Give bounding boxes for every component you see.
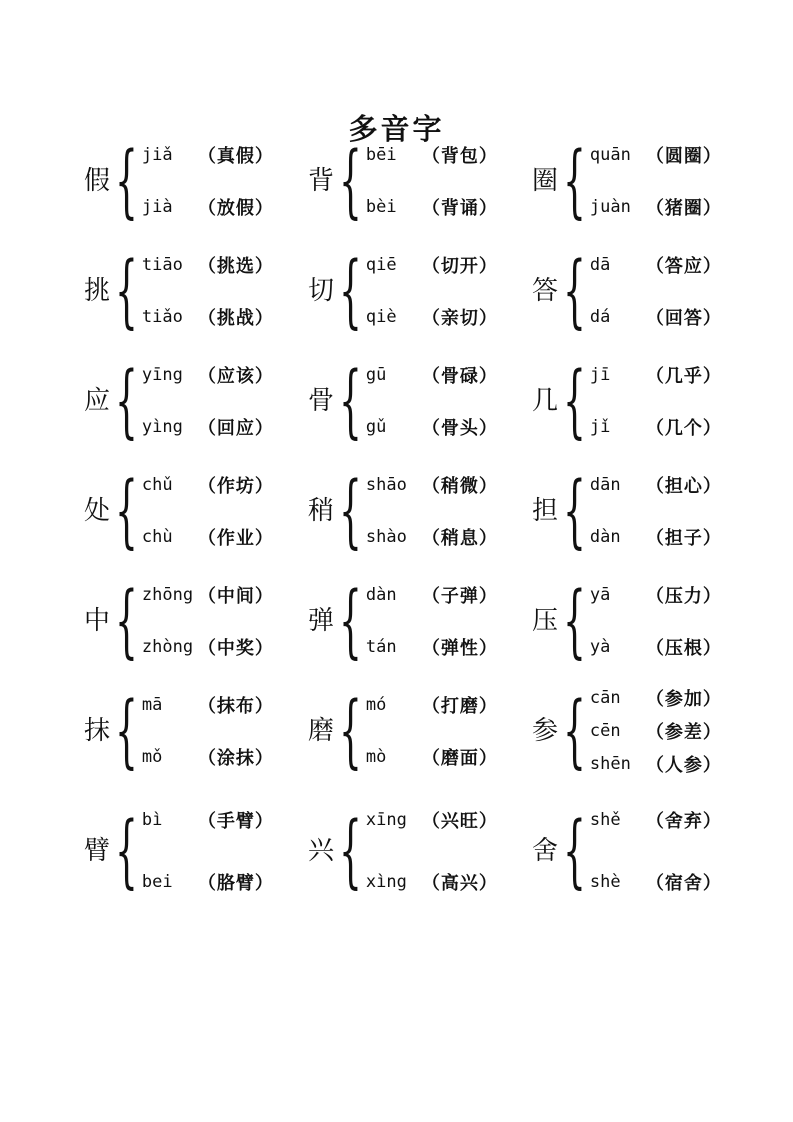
reading-row <box>142 473 274 497</box>
readings-group <box>590 583 722 659</box>
pinyin-text: gū <box>365 365 387 385</box>
reading-row <box>142 525 274 549</box>
head-character: 稍 <box>308 496 335 526</box>
reading-row <box>142 143 274 167</box>
reading-row <box>366 195 498 219</box>
pinyin-text: jiǎ <box>141 145 173 165</box>
pinyin-text: mā <box>141 695 163 715</box>
readings-group <box>590 473 722 549</box>
pinyin-text: zhōng <box>141 585 194 605</box>
example-word: （宿舍） <box>645 873 722 894</box>
reading-row <box>366 143 498 167</box>
polyphone-entry <box>84 346 308 456</box>
example-word: （应该） <box>197 366 274 387</box>
head-character: 臂 <box>84 836 111 866</box>
brace-icon: { <box>339 684 362 777</box>
example-word: （舍弃） <box>645 811 722 832</box>
reading-row <box>366 415 498 439</box>
pinyin-text: tiǎo <box>141 307 183 327</box>
brace-icon: { <box>115 804 138 897</box>
example-word: （子弹） <box>421 586 498 607</box>
pinyin-text: quān <box>589 145 631 165</box>
readings-group <box>366 808 498 894</box>
example-word: （圆圈） <box>645 146 722 167</box>
pinyin-text: jǐ <box>589 417 611 437</box>
head-character: 中 <box>84 606 111 636</box>
example-word: （人参） <box>645 755 722 776</box>
readings-group <box>366 143 498 219</box>
head-character: 压 <box>532 606 559 636</box>
brace-icon: { <box>339 354 362 447</box>
polyphone-entry <box>308 346 532 456</box>
example-word: （磨面） <box>421 748 498 769</box>
readings-group <box>366 693 498 769</box>
readings-group <box>142 363 274 439</box>
polyphone-entry <box>84 786 308 916</box>
example-word: （打磨） <box>421 696 498 717</box>
brace-icon: { <box>115 684 138 777</box>
example-word: （涂抹） <box>197 748 274 769</box>
example-word: （真假） <box>197 146 274 167</box>
reading-row <box>366 305 498 329</box>
example-word: （猪圈） <box>645 198 722 219</box>
reading-row <box>366 693 498 717</box>
example-word: （骨头） <box>421 418 498 439</box>
pinyin-text: jī <box>589 365 611 385</box>
readings-group <box>366 583 498 659</box>
reading-row <box>142 305 274 329</box>
reading-row <box>590 143 722 167</box>
example-word: （背包） <box>421 146 498 167</box>
brace-icon: { <box>563 574 586 667</box>
example-word: （压根） <box>645 638 722 659</box>
example-word: （挑选） <box>197 256 274 277</box>
pinyin-text: bei <box>141 872 173 892</box>
reading-row <box>590 870 722 894</box>
pinyin-text: gǔ <box>365 417 387 437</box>
pinyin-text: yà <box>589 637 611 657</box>
reading-row <box>366 473 498 497</box>
pinyin-text: bēi <box>365 145 397 165</box>
polyphone-entry <box>308 566 532 676</box>
brace-icon: { <box>115 464 138 557</box>
polyphone-entry <box>84 236 308 346</box>
example-word: （参加） <box>645 689 722 710</box>
readings-group <box>590 143 722 219</box>
readings-group <box>142 253 274 329</box>
head-character: 假 <box>84 166 111 196</box>
reading-row <box>142 870 274 894</box>
pinyin-text: shě <box>589 810 621 830</box>
example-word: （中奖） <box>197 638 274 659</box>
brace-icon: { <box>563 684 586 777</box>
polyphone-entry <box>532 346 756 456</box>
readings-group <box>142 143 274 219</box>
polyphone-entry <box>84 676 308 786</box>
head-character: 骨 <box>308 386 335 416</box>
pinyin-text: tiāo <box>141 255 183 275</box>
pinyin-text: dān <box>589 475 621 495</box>
example-word: （担子） <box>645 528 722 549</box>
pinyin-text: dàn <box>589 527 621 547</box>
reading-row <box>366 525 498 549</box>
example-word: （稍息） <box>421 528 498 549</box>
pinyin-text: bì <box>141 810 163 830</box>
pinyin-text: shào <box>365 527 407 547</box>
reading-row <box>142 635 274 659</box>
reading-row <box>366 583 498 607</box>
head-character: 弹 <box>308 606 335 636</box>
example-word: （几个） <box>645 418 722 439</box>
reading-row <box>366 870 498 894</box>
reading-row <box>590 635 722 659</box>
reading-row <box>366 363 498 387</box>
reading-row <box>142 693 274 717</box>
reading-row <box>590 363 722 387</box>
pinyin-text: mò <box>365 747 387 767</box>
reading-row <box>366 253 498 277</box>
reading-row <box>590 305 722 329</box>
readings-group <box>590 253 722 329</box>
brace-icon: { <box>115 244 138 337</box>
reading-row <box>366 808 498 832</box>
pinyin-text: dá <box>589 307 611 327</box>
entries-grid <box>84 126 756 916</box>
brace-icon: { <box>339 134 362 227</box>
pinyin-text: dā <box>589 255 611 275</box>
readings-group <box>590 808 722 894</box>
reading-row <box>142 583 274 607</box>
pinyin-text: dàn <box>365 585 397 605</box>
reading-row <box>366 635 498 659</box>
reading-row <box>142 363 274 387</box>
brace-icon: { <box>563 804 586 897</box>
brace-icon: { <box>339 574 362 667</box>
example-word: （放假） <box>197 198 274 219</box>
brace-icon: { <box>563 134 586 227</box>
polyphone-entry <box>532 676 756 786</box>
example-word: （回答） <box>645 308 722 329</box>
brace-icon: { <box>339 244 362 337</box>
page-title: 多音字 <box>348 112 445 147</box>
example-word: （作坊） <box>197 476 274 497</box>
polyphone-entry <box>308 126 532 236</box>
brace-icon: { <box>563 464 586 557</box>
pinyin-text: yīng <box>141 365 183 385</box>
head-character: 处 <box>84 496 111 526</box>
example-word: （手臂） <box>197 811 274 832</box>
reading-row <box>590 195 722 219</box>
example-word: （骨碌） <box>421 366 498 387</box>
brace-icon: { <box>339 804 362 897</box>
pinyin-text: shēn <box>589 754 631 774</box>
example-word: （弹性） <box>421 638 498 659</box>
pinyin-text: yā <box>589 585 611 605</box>
reading-row <box>142 415 274 439</box>
pinyin-text: bèi <box>365 197 397 217</box>
reading-row <box>142 745 274 769</box>
example-word: （高兴） <box>421 873 498 894</box>
polyphone-entry <box>308 676 532 786</box>
example-word: （背诵） <box>421 198 498 219</box>
head-character: 圈 <box>532 166 559 196</box>
example-word: （兴旺） <box>421 811 498 832</box>
reading-row <box>366 745 498 769</box>
pinyin-text: shāo <box>365 475 407 495</box>
pinyin-text: qiē <box>365 255 397 275</box>
readings-group <box>366 473 498 549</box>
pinyin-text: chǔ <box>141 475 173 495</box>
readings-group <box>142 473 274 549</box>
example-word: （回应） <box>197 418 274 439</box>
example-word: （亲切） <box>421 308 498 329</box>
readings-group <box>142 583 274 659</box>
reading-row <box>142 253 274 277</box>
polyphone-entry <box>84 456 308 566</box>
example-word: （作业） <box>197 528 274 549</box>
polyphone-entry <box>532 786 756 916</box>
reading-row <box>590 686 722 710</box>
head-character: 担 <box>532 496 559 526</box>
brace-icon: { <box>115 574 138 667</box>
example-word: （切开） <box>421 256 498 277</box>
head-character: 挑 <box>84 276 111 306</box>
example-word: （中间） <box>197 586 274 607</box>
head-character: 应 <box>84 386 111 416</box>
readings-group <box>366 253 498 329</box>
head-character: 抹 <box>84 716 111 746</box>
polyphone-entry <box>532 456 756 566</box>
head-character: 切 <box>308 276 335 306</box>
pinyin-text: juàn <box>589 197 631 217</box>
pinyin-text: tán <box>365 637 397 657</box>
pinyin-text: xīng <box>365 810 407 830</box>
reading-row <box>590 253 722 277</box>
example-word: （稍微） <box>421 476 498 497</box>
pinyin-text: chù <box>141 527 173 547</box>
brace-icon: { <box>115 134 138 227</box>
head-character: 舍 <box>532 836 559 866</box>
readings-group <box>590 363 722 439</box>
readings-group <box>590 686 722 776</box>
example-word: （抹布） <box>197 696 274 717</box>
head-character: 兴 <box>308 836 335 866</box>
reading-row <box>590 415 722 439</box>
head-character: 答 <box>532 276 559 306</box>
readings-group <box>142 808 274 894</box>
brace-icon: { <box>339 464 362 557</box>
reading-row <box>590 719 722 743</box>
polyphone-entry <box>308 456 532 566</box>
example-word: （胳臂） <box>197 873 274 894</box>
brace-icon: { <box>563 354 586 447</box>
polyphone-entry <box>532 236 756 346</box>
example-word: （几乎） <box>645 366 722 387</box>
reading-row <box>590 752 722 776</box>
brace-icon: { <box>115 354 138 447</box>
pinyin-text: shè <box>589 872 621 892</box>
head-character: 磨 <box>308 716 335 746</box>
polyphone-entry <box>84 126 308 236</box>
pinyin-text: mǒ <box>141 747 163 767</box>
pinyin-text: cān <box>589 688 621 708</box>
example-word: （参差） <box>645 722 722 743</box>
polyphone-entry <box>308 236 532 346</box>
example-word: （答应） <box>645 256 722 277</box>
pinyin-text: qiè <box>365 307 397 327</box>
reading-row <box>142 808 274 832</box>
readings-group <box>366 363 498 439</box>
pinyin-text: jià <box>141 197 173 217</box>
reading-row <box>590 473 722 497</box>
example-word: （挑战） <box>197 308 274 329</box>
polyphone-entry <box>308 786 532 916</box>
pinyin-text: cēn <box>589 721 621 741</box>
readings-group <box>142 693 274 769</box>
brace-icon: { <box>563 244 586 337</box>
example-word: （压力） <box>645 586 722 607</box>
reading-row <box>590 583 722 607</box>
example-word: （担心） <box>645 476 722 497</box>
reading-row <box>142 195 274 219</box>
pinyin-text: yìng <box>141 417 183 437</box>
reading-row <box>590 808 722 832</box>
pinyin-text: zhòng <box>141 637 194 657</box>
reading-row <box>590 525 722 549</box>
polyphone-entry <box>84 566 308 676</box>
head-character: 背 <box>308 166 335 196</box>
pinyin-text: mó <box>365 695 387 715</box>
polyphone-entry <box>532 126 756 236</box>
head-character: 参 <box>532 716 559 746</box>
pinyin-text: xìng <box>365 872 407 892</box>
head-character: 几 <box>532 386 559 416</box>
polyphone-entry <box>532 566 756 676</box>
